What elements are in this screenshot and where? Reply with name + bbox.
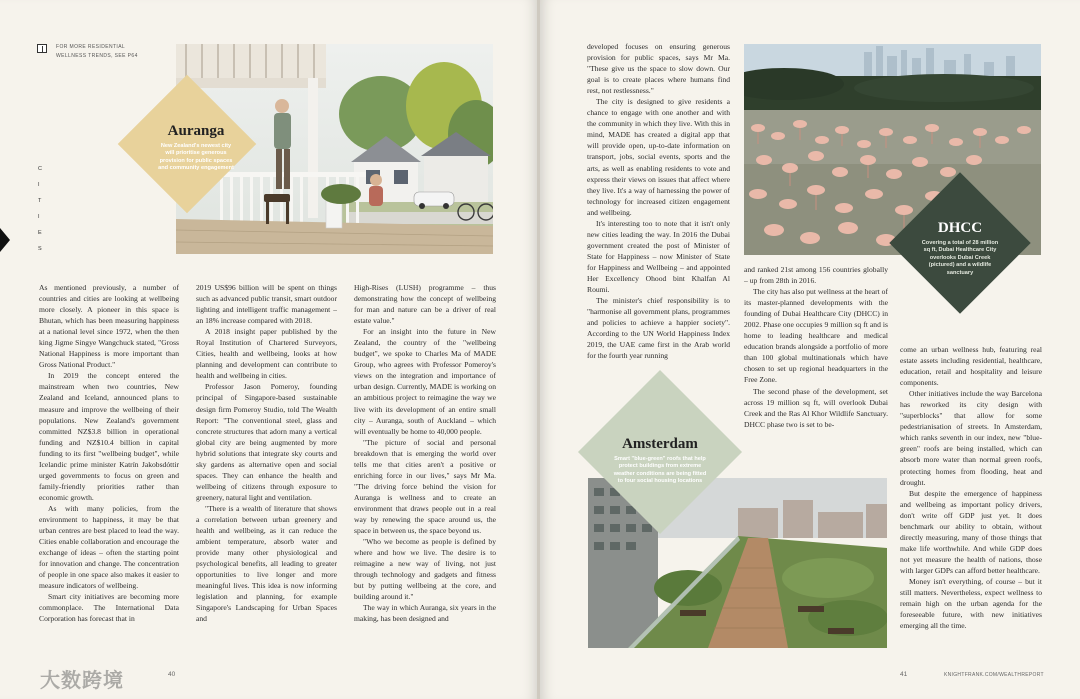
text-column-5: [744, 264, 888, 458]
paragraph: "There is a wealth of literature that shows a correlation between urban greenery and health and wellbeing, as it can reduce the ambient temperature, absorb water and provide many other physiological and psychological benefits, all leading to greater opportunities to live longer and more meaningful lives. This idea is now informing legislation and planning, for example Singapore's Landscaping for Urban Spaces and: [196, 503, 337, 624]
dhcc-title: DHCC: [937, 220, 983, 236]
book-icon: [37, 44, 47, 53]
paragraph: A 2018 insight paper published by the Royal Institution of Chartered Surveyors, Cities, health and wellbeing, looks at how planning and development can contribute to health and wellbeing in cities.: [196, 327, 337, 381]
paragraph: 2019 US$96 billion will be spent on things such as advanced public transit, smart outdoor lighting and intelligent traffic management – an 18% increase compared with 2018.: [196, 283, 337, 326]
paragraph: Smart city initiatives are becoming more commonplace. The International Data Corporation has forecast that in: [39, 592, 179, 624]
triangle-right-icon: [0, 228, 10, 252]
section-letter: I: [38, 182, 40, 188]
paragraph: "Who we become as people is defined by where and how we live. The desire is to reimagine a new way of living, not just through technology and gadgets and fitness but by putting wellbeing at the core, and building around it.": [354, 537, 496, 602]
section-letter: E: [38, 230, 42, 236]
paragraph: In 2019 the concept entered the mainstream when two countries, New Zealand and Iceland, announced plans to measure and improve the wellbeing of their populations. New Zealand's government committed NZ$3.8 billion in operational funding and NZ$10.4 billion in capital funding to its first "wellbeing budget", while Icelandic prime minister Katrín Jakobsdóttir urged governments to focus on green and family-friendly priorities rather than economic growth.: [39, 371, 179, 502]
auranga-title: Auranga: [167, 123, 225, 139]
page-number: 41: [900, 671, 908, 678]
paragraph: Professor Jason Pomeroy, founding principal of Singapore-based sustainable design firm Pomeroy Studio, told The Wealth Report: "The conventional steel, glass and concrete structures that adorn many a vertical global city are being augmented by more hybrid solutions that integrate sky courts and sky gardens as alternative open and social spaces. They can enhance the health and wellbeing of citizens through exposure to greenery, natural light and ventilation.: [196, 382, 337, 502]
dhcc-caption: Covering a total of 28 million sq ft, Dubai Healthcare City overlooks Dubai Creek (pictured) and a wildlife sanctuary: [921, 240, 999, 276]
paragraph: developed focuses on ensuring generous provision for public spaces, says Mr Ma. "These give us the space to slow down. Our goal is to create places where humans find rest, not restlessness.": [587, 42, 730, 96]
left-page: [0, 0, 538, 699]
section-letter: T: [38, 198, 42, 204]
auranga-label: [140, 123, 252, 173]
section-letter: S: [38, 246, 42, 252]
paragraph: come an urban wellness hub, featuring real estate assets including residential, healthcare, education, retail and hospitality and leisure components.: [900, 345, 1042, 388]
paragraph: The city is designed to give residents a chance to engage with one another and with the community in which they live. With this in mind, MADE has created a digital app that will provide open, up-to-date information on transport, jobs, social events, sports and the arts, as well as enabling residents to vote and express their views on issues that affect where they live. It's a way of harnessing the power of technology for increased citizen engagement and wellbeing.: [587, 97, 730, 217]
text-column-3: [354, 282, 496, 654]
paragraph: But despite the emergence of happiness and wellbeing as important policy drivers, don't write off GDP just yet. It does benchmark our ability to obtain, without directly measuring, many of those things that make life worthwhile. And while GDP does not yet measure the health of nations, those with larger GDPs can afford better healthcare.: [900, 488, 1042, 575]
watermark: 大数跨境: [40, 668, 124, 692]
paragraph: Other initiatives include the way Barcelona has reworked its city design with "superblocks" that allow for some pedestrianisation of streets. In Amsterdam, which ranks seventh in our index, new "blue-green" roofs are being installed, which can absorb more water than normal green roofs, protecting homes from flooding, heat and drought.: [900, 389, 1042, 487]
paragraph: Money isn't everything, of course – but it still matters. Nevertheless, expect wellness to remain high on the urban agenda for the foreseeable future, with new initiatives emerging all the time.: [900, 576, 1042, 631]
dhcc-label: [907, 220, 1013, 277]
section-letter: C: [38, 166, 42, 172]
text-column-1: [39, 282, 179, 654]
right-page: [540, 0, 1080, 699]
paragraph: and ranked 21st among 156 countries globally – up from 28th in 2016.: [744, 265, 888, 286]
footer-url[interactable]: KNIGHTFRANK.COM/WEALTHREPORT: [944, 672, 1044, 678]
text-column-2: [196, 282, 337, 654]
text-column-6: [900, 344, 1042, 656]
section-letter: I: [38, 214, 40, 220]
paragraph: The city has also put wellness at the heart of its master-planned developments with the founding of Dubai Healthcare City (DHCC) in 2002. Phase one occupies 9 million sq ft and is home to leading healthcare and medical education brands alongside a portfolio of more than 100 global multinationals which have chosen to set up regional headquarters in the Free Zone.: [744, 287, 888, 385]
amsterdam-caption: Smart "blue-green" roofs that help protect buildings from extreme weather conditions are being fitted to four social housing locations: [613, 456, 707, 485]
paragraph: As mentioned previously, a number of countries and cities are looking at wellbeing more closely. A pioneer in this space is Bhutan, which has been measuring happiness at a national level since 1972, when the then king Jigme Singye Wangchuck stated, "Gross National Happiness is more important than Gross National Product.": [39, 283, 179, 370]
paragraph: "The picture of social and personal breakdown that is emerging the world over tells me that cities aren't a positive or enriching force in our lives," says Mr Ma. "The driving force behind the vision for Auranga is wellness and to create an environment that draws people out in a real way by renewing the space around us, the space in between us, the space beyond us.: [354, 437, 496, 536]
paragraph: For an insight into the future in New Zealand, the country of the "wellbeing budget", we spoke to Charles Ma of MADE Group, who agrees with Professor Pomeroy's views on the integration and importance of urban design. Currently, MADE is working on an ambitious project to reimagine the way we live with its development of an entire small city – Auranga, south of Auckland – which will eventually be home to 40,000 people.: [354, 327, 496, 436]
paragraph: The minister's chief responsibility is to "harmonise all government plans, programmes and policies to achieve a happier society". According to the UN World Happiness Index 2019, the UAE came first in the Arab world for the fourth year running: [587, 296, 730, 361]
page-number: 40: [168, 671, 176, 678]
paragraph: The second phase of the development, set across 19 million sq ft, will overlook Dubai Creek and the Ras Al Khor Wildlife Sanctuary. DHCC phase two is set to be-: [744, 386, 888, 429]
amsterdam-title: Amsterdam: [622, 436, 698, 452]
cross-reference: FOR MORE RESIDENTIAL WELLNESS TRENDS, SEE P64: [56, 44, 138, 59]
text-column-4: [587, 41, 730, 381]
amsterdam-label: [600, 436, 720, 486]
paragraph: It's interesting too to note that it isn't only new cities leading the way. In 2016 the Dubai government created the post of Minister of State for Happiness – now Minister of State for Happiness and Wellbeing – and appointed Her Excellency Ohood bint Khalfan Al Roumi.: [587, 218, 730, 295]
paragraph: High-Rises (LUSH) programme – thus demonstrating how the concept of wellbeing for man and nature can be a driver of real estate value.": [354, 283, 496, 326]
paragraph: The way in which Auranga, six years in the making, has been designed and: [354, 603, 496, 624]
auranga-caption: New Zealand's newest city will prioritise generous provision for public spaces and community engagement: [158, 143, 234, 172]
paragraph: As with many policies, from the environment to happiness, it may be that urban centres are best placed to lead the way. Cities enable collaboration and encourage the exchange of ideas – often the starting point for innovation and change. The concentration of people in one space also makes it easier to measure indicators of wellbeing.: [39, 503, 179, 591]
